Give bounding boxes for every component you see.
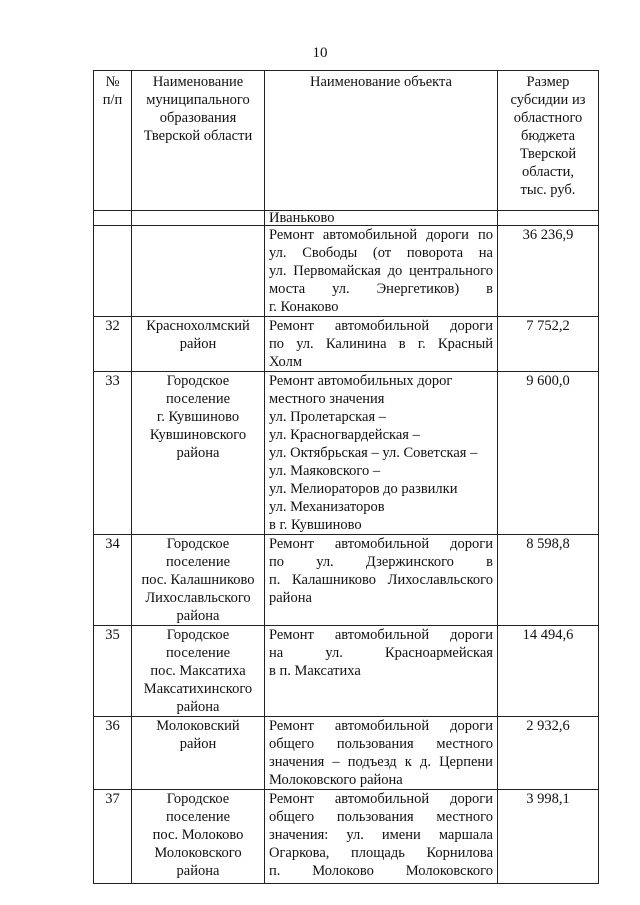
object-line: п. Молоково Молоковского — [269, 863, 493, 879]
cell-subsidy: 8 598,8 — [498, 535, 599, 626]
object-line: Ремонт автомобильной дороги по — [269, 227, 493, 243]
object-line: общего пользования местного — [269, 809, 493, 825]
cell-num: 33 — [94, 372, 132, 535]
municipality-line: Городское — [166, 373, 230, 389]
municipality-line: пос. Максатиха — [150, 663, 246, 679]
object-line: ул. Первомайская до центрального — [269, 263, 493, 279]
object-line: значения: ул. имени маршала — [269, 827, 493, 843]
object-line: района — [269, 590, 312, 606]
cell-object: Иваньково — [265, 211, 498, 226]
municipality-line: Городское — [166, 791, 230, 807]
cell-num — [94, 226, 132, 317]
table-row — [94, 535, 599, 626]
municipality-line: Молоковского — [154, 845, 242, 861]
header-num: № п/п — [94, 71, 132, 211]
municipality-line: пос. Калашниково — [141, 572, 255, 588]
object-line: ул. Мелиораторов до развилки — [269, 481, 458, 497]
cell-num: 37 — [94, 790, 132, 884]
cell-subsidy — [498, 211, 599, 226]
table-row — [94, 790, 599, 884]
subsidy-table — [93, 70, 599, 884]
municipality-line: района — [176, 445, 220, 461]
municipality-line: поселение — [165, 809, 231, 825]
cell-municipality — [132, 717, 265, 790]
cell-num: 32 — [94, 317, 132, 372]
cell-subsidy: 3 998,1 — [498, 790, 599, 884]
municipality-line: Городское — [166, 536, 230, 552]
cell-object — [265, 317, 498, 372]
cell-subsidy: 7 752,2 — [498, 317, 599, 372]
municipality-line: района — [176, 699, 220, 715]
object-line: Ремонт автомобильной дороги — [269, 718, 493, 734]
cell-num: 34 — [94, 535, 132, 626]
municipality-line: г. Кувшиново — [156, 409, 240, 425]
cell-municipality — [132, 317, 265, 372]
object-line: по ул. Дзержинского в — [269, 554, 493, 570]
object-line: местного значения — [269, 391, 385, 407]
cell-subsidy: 2 932,6 — [498, 717, 599, 790]
cell-object — [265, 372, 498, 535]
object-line: в г. Кувшиново — [269, 517, 362, 533]
cell-municipality — [132, 226, 265, 317]
object-line: ул. Октябрьская – ул. Советская – — [269, 445, 478, 461]
cell-subsidy: 36 236,9 — [498, 226, 599, 317]
municipality-line: поселение — [165, 645, 231, 661]
header-object: Наименование объекта — [265, 71, 498, 211]
object-line: по ул. Калинина в г. Красный — [269, 336, 493, 352]
cell-object — [265, 535, 498, 626]
table-header-row — [94, 71, 599, 211]
object-line: Молоковского района — [269, 772, 403, 788]
cell-num: 35 — [94, 626, 132, 717]
header-municipality: Наименование муниципального образования Тверской области — [132, 71, 265, 211]
object-line: Ремонт автомобильной дороги — [269, 791, 493, 807]
municipality-line: Городское — [166, 627, 230, 643]
header-subsidy: Размер субсидии из областного бюджета Тверской области, тыс. руб. — [498, 71, 599, 211]
municipality-line: Максатихинского — [143, 681, 253, 697]
cell-num: 36 — [94, 717, 132, 790]
municipality-line: Краснохолмский — [146, 318, 250, 334]
object-line: на ул. Красноармейская — [269, 645, 493, 661]
municipality-line: поселение — [165, 554, 231, 570]
cell-municipality — [132, 790, 265, 884]
table-row — [94, 372, 599, 535]
cell-object — [265, 226, 498, 317]
table-row — [94, 317, 599, 372]
object-line: Холм — [269, 354, 303, 370]
cell-municipality — [132, 535, 265, 626]
municipality-line: поселение — [165, 391, 231, 407]
object-line: Огаркова, площадь Корнилова — [269, 845, 493, 861]
object-line: Ремонт автомобильной дороги — [269, 318, 493, 334]
object-line: п. Калашниково Лихославльского — [269, 572, 493, 588]
cell-municipality — [132, 372, 265, 535]
cell-municipality — [132, 626, 265, 717]
municipality-line: Молоковский — [156, 718, 240, 734]
cell-num — [94, 211, 132, 226]
municipality-line: района — [176, 608, 220, 624]
cell-subsidy: 14 494,6 — [498, 626, 599, 717]
object-line: ул. Красногвардейская – — [269, 427, 420, 443]
cell-object — [265, 717, 498, 790]
object-line: общего пользования местного — [269, 736, 493, 752]
object-line: г. Конаково — [269, 299, 339, 315]
object-line: моста ул. Энергетиков) в — [269, 281, 493, 297]
municipality-line: район — [179, 336, 217, 352]
object-line: ул. Механизаторов — [269, 499, 385, 515]
cell-municipality — [132, 211, 265, 226]
object-line: ул. Маяковского – — [269, 463, 381, 479]
table-row — [94, 626, 599, 717]
municipality-line: района — [176, 863, 220, 879]
cell-object — [265, 626, 498, 717]
table-row — [94, 717, 599, 790]
cell-object — [265, 790, 498, 884]
object-line: в п. Максатиха — [269, 663, 361, 679]
object-line: ул. Пролетарская – — [269, 409, 386, 425]
table-row-continued — [94, 211, 599, 226]
object-line: Ремонт автомобильной дороги — [269, 536, 493, 552]
object-line: ул. Свободы (от поворота на — [269, 245, 493, 261]
cell-subsidy: 9 600,0 — [498, 372, 599, 535]
municipality-line: Кувшиновского — [149, 427, 247, 443]
object-line: Ремонт автомобильных дорог — [269, 373, 453, 389]
object-line: значения – подъезд к д. Церпени — [269, 754, 493, 770]
municipality-line: пос. Молоково — [152, 827, 244, 843]
municipality-line: район — [179, 736, 217, 752]
page-number: 10 — [312, 45, 328, 61]
object-line: Ремонт автомобильной дороги — [269, 627, 493, 643]
table-row — [94, 226, 599, 317]
municipality-line: Лихославльского — [145, 590, 251, 606]
